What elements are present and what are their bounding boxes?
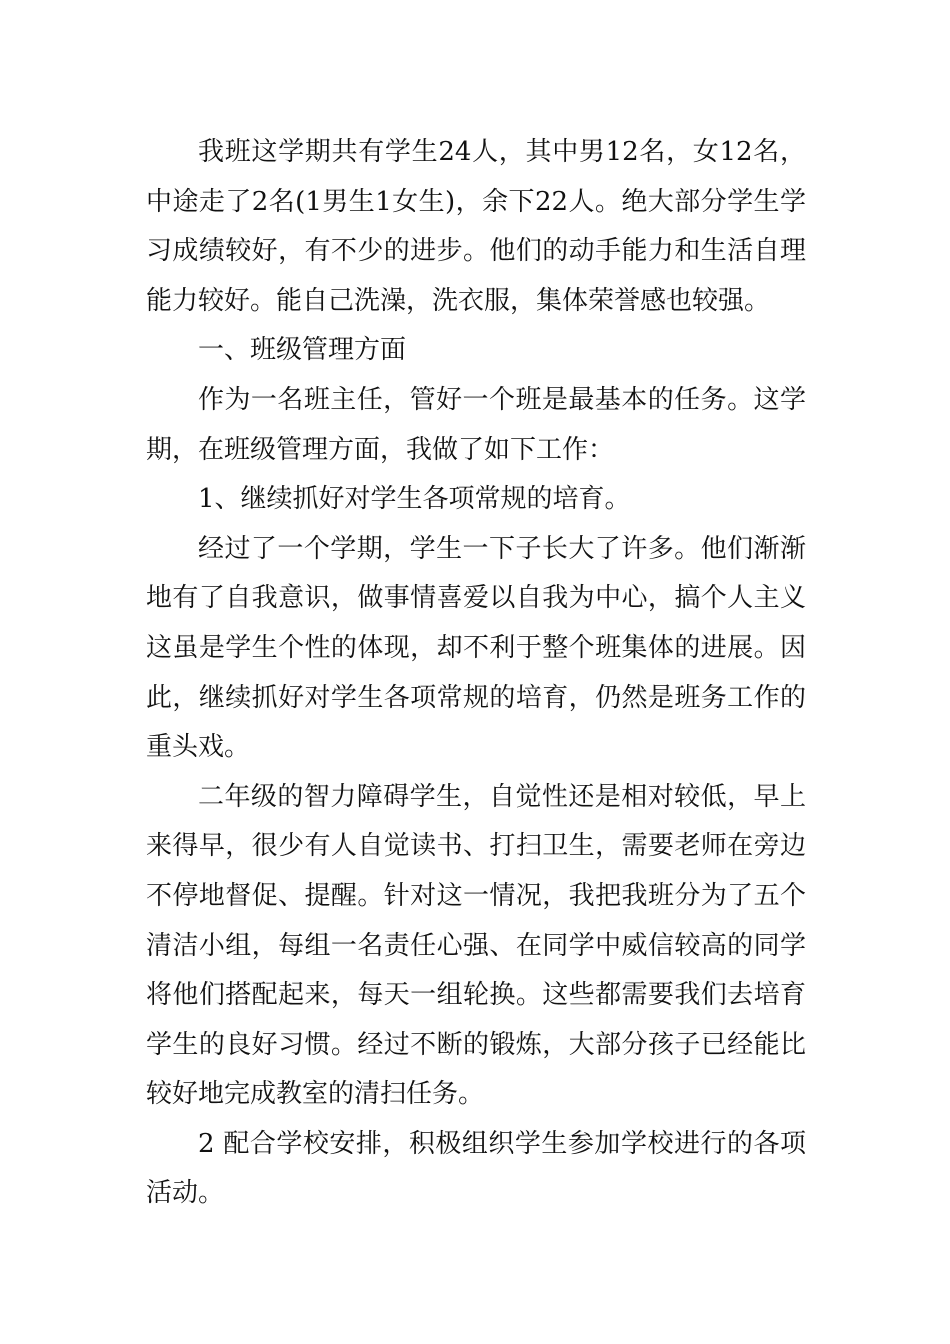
subheading-school-activities: 2 配合学校安排，积极组织学生参加学校进行的各项活动。 [146,1128,806,1209]
document-body [146,128,806,1219]
paragraph-self-awareness: 经过了一个学期，学生一下子长大了许多。他们渐渐地有了自我意识，做事情喜爱以自我为中心，搞个人主义这虽是学生个性的体现，却不利于整个班集体的进展。因此，继续抓好对学生各项常规的培育，仍然是班务工作的重头戏。 [146,533,806,763]
subheading-routine-training: 1、继续抓好对学生各项常规的培育。 [198,484,631,515]
paragraph-class-overview: 我班这学期共有学生24人，其中男12名，女12名，中途走了2名(1男生1女生)，余下22人。绝大部分学生学习成绩较好，有不少的进步。他们的动手能力和生活自理能力较好。能自己洗澡，洗衣服，集体荣誉感也较强。 [146,137,806,316]
paragraph-cleaning-groups: 二年级的智力障碍学生，自觉性还是相对较低，早上来得早，很少有人自觉读书、打扫卫生，需要老师在旁边不停地督促、提醒。针对这一情况，我把我班分为了五个清洁小组，每组一名责任心强、在同学中威信较高的同学将他们搭配起来，每天一组轮换。这些都需要我们去培育学生的良好习惯。经过不断的锻炼，大部分孩子已经能比较好地完成教室的清扫任务。 [146,781,806,1110]
section-heading-class-management: 一、班级管理方面 [198,335,407,366]
paragraph-management-intro: 作为一名班主任，管好一个班是最基本的任务。这学期，在班级管理方面，我做了如下工作： [146,384,806,465]
